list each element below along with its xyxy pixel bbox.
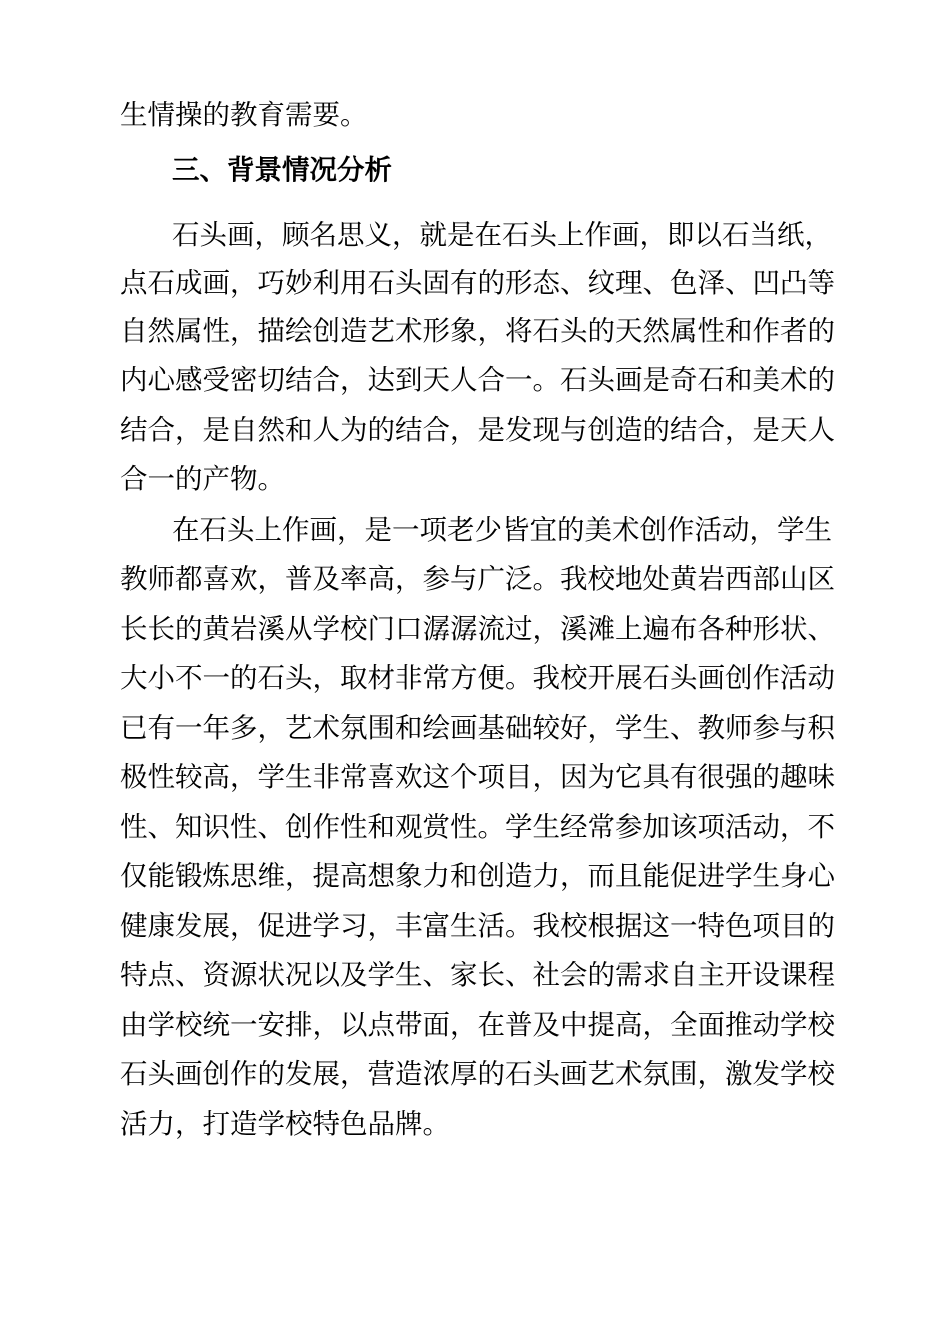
paragraph-line: 自然属性，描绘创造艺术形象，将石头的天然属性和作者的 bbox=[120, 315, 835, 347]
paragraph-line: 点石成画，巧妙利用石头固有的形态、纹理、色泽、凹凸等 bbox=[120, 267, 835, 299]
paragraph-line: 教师都喜欢，普及率高，参与广泛。我校地处黄岩西部山区 bbox=[120, 563, 835, 595]
paragraph-line: 性、知识性、创作性和观赏性。学生经常参加该项活动，不 bbox=[120, 811, 835, 843]
paragraph-line: 石头画创作的发展，营造浓厚的石头画艺术氛围，激发学校 bbox=[120, 1058, 835, 1090]
paragraph-line: 内心感受密切结合，达到天人合一。石头画是奇石和美术的 bbox=[120, 364, 835, 396]
paragraph-line: 长长的黄岩溪从学校门口潺潺流过，溪滩上遍布各种形状、 bbox=[120, 613, 835, 645]
section-heading: 三、背景情况分析 bbox=[172, 154, 392, 186]
paragraph-line: 特点、资源状况以及学生、家长、社会的需求自主开设课程 bbox=[120, 959, 835, 991]
paragraph-line: 仅能锻炼思维，提高想象力和创造力，而且能促进学生身心 bbox=[120, 860, 835, 892]
paragraph-line: 大小不一的石头，取材非常方便。我校开展石头画创作活动 bbox=[120, 662, 835, 694]
paragraph-line: 已有一年多，艺术氛围和绘画基础较好，学生、教师参与积 bbox=[120, 712, 835, 744]
body-text-line: 生情操的教育需要。 bbox=[120, 99, 368, 131]
paragraph-line: 石头画，顾名思义，就是在石头上作画，即以石当纸， bbox=[172, 219, 832, 251]
paragraph-line: 健康发展，促进学习，丰富生活。我校根据这一特色项目的 bbox=[120, 910, 835, 942]
paragraph-line: 在石头上作画，是一项老少皆宜的美术创作活动，学生 bbox=[172, 514, 832, 546]
paragraph-line: 结合，是自然和人为的结合，是发现与创造的结合，是天人 bbox=[120, 414, 835, 446]
paragraph-line: 极性较高，学生非常喜欢这个项目，因为它具有很强的趣味 bbox=[120, 761, 835, 793]
paragraph-line: 活力，打造学校特色品牌。 bbox=[120, 1108, 450, 1140]
paragraph-line: 合一的产物。 bbox=[120, 463, 285, 495]
paragraph-line: 由学校统一安排，以点带面，在普及中提高，全面推动学校 bbox=[120, 1009, 835, 1041]
